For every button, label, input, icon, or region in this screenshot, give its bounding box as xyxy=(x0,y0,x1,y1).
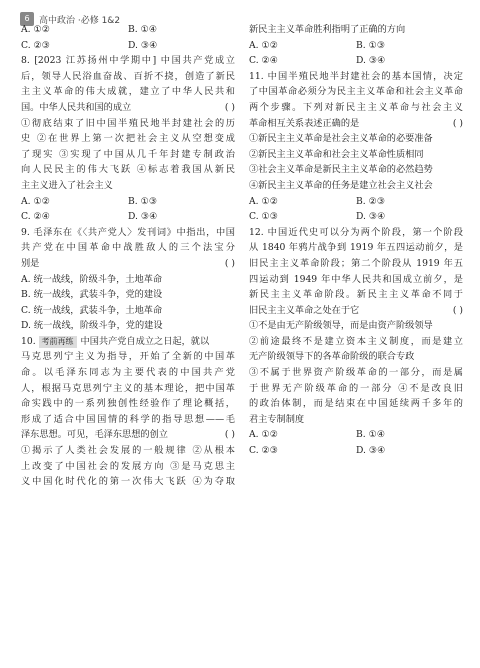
line-text: 形成了适合中国国情的科学的指导思想——毛 xyxy=(21,413,235,425)
text-line xyxy=(21,116,235,132)
answer-options-row xyxy=(249,209,463,225)
line-text: ③不属于世界资产阶级革命的一部分，而是属 xyxy=(249,367,463,379)
text-line xyxy=(21,287,235,303)
text-line xyxy=(249,303,463,319)
line-text: 泽东思想。可见，毛泽东思想的创立 xyxy=(21,429,168,441)
answer-option: B. ①④ xyxy=(356,429,386,441)
line-text: 马克思列宁主义为指导，开始了全新的中国革 xyxy=(21,351,235,363)
answer-option: D. ③④ xyxy=(356,445,386,457)
line-text: ②新民主主义革命和社会主义革命性质相同 xyxy=(249,148,424,160)
line-text: 的政治体制，而是结束在中国延续两千多年的 xyxy=(249,398,463,410)
line-text: 上改变了中国社会的发展方向 ③是马克思主 xyxy=(21,460,235,472)
answer-option: B. ②③ xyxy=(356,195,386,207)
answer-option: B. ①③ xyxy=(128,195,158,207)
question-number: 10. xyxy=(21,335,39,347)
line-text: D. 统一战线，阶级斗争，党的建设 xyxy=(21,320,163,332)
answer-option: A. ①② xyxy=(249,39,278,51)
line-text: 主主义革命的伟大成就，建立了中华人民共和 xyxy=(21,86,235,98)
line-text: 两个步骤。下列对新民主主义革命与社会主义 xyxy=(249,101,463,113)
answer-option: D. ③④ xyxy=(356,211,386,223)
text-line xyxy=(21,349,235,365)
answer-option: A. ①② xyxy=(21,195,50,207)
answer-bracket: ( ) xyxy=(224,429,235,441)
text-line xyxy=(249,69,463,85)
text-line xyxy=(249,318,463,334)
text-line xyxy=(21,84,235,100)
line-text: ②前途最终不是建立资本主义制度，而是建立 xyxy=(249,335,463,347)
text-line xyxy=(21,381,235,397)
line-text: 旧民主主义革命之处在于它 xyxy=(249,304,360,316)
line-text: A. 统一战线，阶级斗争，土地革命 xyxy=(21,273,163,285)
line-text: 中国共产党自成立之日起，就以 xyxy=(80,335,210,347)
line-text: 向人民民主的伟大飞跃 ④标志着我国从新民 xyxy=(21,164,235,176)
line-text: 四运动到 1949 年中华人民共和国成立前夕，是 xyxy=(249,273,463,285)
answer-option: C. ②④ xyxy=(21,211,51,223)
text-line xyxy=(249,334,463,350)
text-line xyxy=(21,225,235,241)
line-text: B. 统一战线，武装斗争，党的建设 xyxy=(21,289,163,301)
text-line xyxy=(21,256,235,272)
text-line xyxy=(21,412,235,428)
text-line xyxy=(21,443,235,459)
text-line xyxy=(21,303,235,319)
line-text: 义中国化时代化的第一次伟大飞跃 ④为夺取 xyxy=(21,476,235,488)
line-text: 命。以毛泽东同志为主要代表的中国共产党 xyxy=(21,367,235,379)
line-text: 革命相互关系表述正确的是 xyxy=(249,117,360,129)
page-number: 6 xyxy=(20,12,34,26)
answer-option: A. ①② xyxy=(21,24,50,35)
answer-option: A. ①② xyxy=(249,195,278,207)
line-text: 主主义进入了社会主义 xyxy=(21,179,113,191)
line-text: 新民主主义革命阶段。新民主主义革命不同于 xyxy=(249,289,463,301)
line-text: 了现实 ③实现了中国从几千年封建专制政治 xyxy=(21,148,235,160)
line-text: 11. 中国半殖民地半封建社会的基本国情，决定 xyxy=(249,70,463,82)
line-text: 无产阶级领导下的各革命阶级的联合专政 xyxy=(249,351,415,363)
answer-bracket: ( ) xyxy=(224,257,235,269)
line-text: 共产党在中国革命中战胜敌人的三个法宝分 xyxy=(21,242,235,254)
line-text: ③社会主义革命是新民主主义革命的必然趋势 xyxy=(249,164,433,176)
answer-option: C. ②③ xyxy=(249,445,279,457)
line-text: 了中国革命必须分为民主主义革命和社会主义革命 xyxy=(249,86,463,98)
text-line xyxy=(249,100,463,116)
header-title: 高中政治 ·必修 1&2 xyxy=(39,15,121,26)
text-line xyxy=(21,396,235,412)
text-line xyxy=(249,240,463,256)
answer-options-row xyxy=(21,38,235,54)
line-text: 别是 xyxy=(21,257,40,269)
line-text: 于世界无产阶级革命的一部分 ④不是改良旧 xyxy=(249,382,463,394)
line-text: ①揭示了人类社会发展的一般规律 ②从根本 xyxy=(21,445,235,457)
text-line xyxy=(21,334,235,350)
answer-option: D. ③④ xyxy=(128,211,158,223)
answer-options-row xyxy=(249,38,463,54)
text-line xyxy=(21,53,235,69)
answer-bracket: ( ) xyxy=(224,101,235,113)
line-text: 8. [2023 江苏扬州中学期中] 中国共产党成立 xyxy=(21,55,235,67)
left-column xyxy=(21,22,235,490)
line-text: 命实践中的一系列独创性经验作了理论概括， xyxy=(21,398,235,410)
answer-bracket: ( ) xyxy=(452,117,463,129)
answer-option: D. ③④ xyxy=(356,55,386,67)
answer-options-row xyxy=(21,22,235,38)
text-line xyxy=(249,116,463,132)
text-line xyxy=(21,427,235,443)
line-text: 从 1840 年鸦片战争到 1919 年五四运动前夕，是 xyxy=(249,242,463,254)
text-line xyxy=(249,162,463,178)
text-line xyxy=(21,272,235,288)
text-line xyxy=(249,381,463,397)
text-line xyxy=(249,131,463,147)
text-line xyxy=(249,178,463,194)
text-line xyxy=(249,22,463,38)
line-text: ①彻底结束了旧中国半殖民地半封建社会的历 xyxy=(21,117,235,129)
answer-option: C. ②④ xyxy=(249,55,279,67)
text-line xyxy=(21,459,235,475)
line-text: 12. 中国近代史可以分为两个阶段，第一个阶段 xyxy=(249,226,463,238)
text-line xyxy=(249,396,463,412)
text-line xyxy=(249,225,463,241)
text-line xyxy=(21,178,235,194)
text-line xyxy=(249,84,463,100)
text-line xyxy=(21,318,235,334)
text-line xyxy=(21,474,235,490)
text-line xyxy=(249,272,463,288)
answer-option: B. ①③ xyxy=(356,39,386,51)
text-line xyxy=(21,131,235,147)
line-text: 旧民主主义革命阶段；第二个阶段从 1919 年五 xyxy=(249,257,463,269)
text-line xyxy=(21,240,235,256)
answer-bracket: ( ) xyxy=(452,304,463,316)
text-line xyxy=(21,365,235,381)
text-line xyxy=(249,147,463,163)
answer-option: C. ②③ xyxy=(21,39,51,51)
line-text: 新民主主义革命胜利指明了正确的方向 xyxy=(249,24,406,35)
line-text: ④新民主主义革命的任务是建立社会主义社会 xyxy=(249,179,433,191)
text-line xyxy=(21,147,235,163)
answer-options-row xyxy=(21,209,235,225)
answer-option: B. ①④ xyxy=(128,24,158,35)
right-column xyxy=(249,22,463,459)
text-line xyxy=(21,69,235,85)
line-text: ①不是由无产阶级领导，而是由资产阶级领导 xyxy=(249,320,433,332)
line-text: 国。中华人民共和国的成立 xyxy=(21,101,132,113)
answer-option: D. ③④ xyxy=(128,39,158,51)
answer-options-row xyxy=(249,194,463,210)
line-text: 人，根据马克思列宁主义的基本理论，把中国革 xyxy=(21,382,235,394)
answer-options-row xyxy=(249,53,463,69)
text-line xyxy=(249,365,463,381)
text-line xyxy=(249,412,463,428)
line-text: C. 统一战线，武装斗争，土地革命 xyxy=(21,304,163,316)
answer-options-row xyxy=(249,443,463,459)
line-text: 君主专制制度 xyxy=(249,413,305,425)
line-text: 后，领导人民浴血奋战、百折不挠，创造了新民 xyxy=(21,70,235,82)
text-line xyxy=(249,256,463,272)
line-text: 史 ②在世界上第一次把社会主义从空想变成 xyxy=(21,133,235,145)
answer-option: C. ①③ xyxy=(249,211,279,223)
text-line xyxy=(249,287,463,303)
answer-options-row xyxy=(249,427,463,443)
text-line xyxy=(21,162,235,178)
line-text: ①新民主主义革命是社会主义革命的必要准备 xyxy=(249,133,433,145)
answer-options-row xyxy=(21,194,235,210)
text-line xyxy=(21,100,235,116)
line-text: 9. 毛泽东在《〈共产党人〉发刊词》中指出，中国 xyxy=(21,226,235,238)
exam-tag: 考前再练 xyxy=(39,336,77,348)
answer-option: A. ①② xyxy=(249,429,278,441)
text-line xyxy=(249,349,463,365)
